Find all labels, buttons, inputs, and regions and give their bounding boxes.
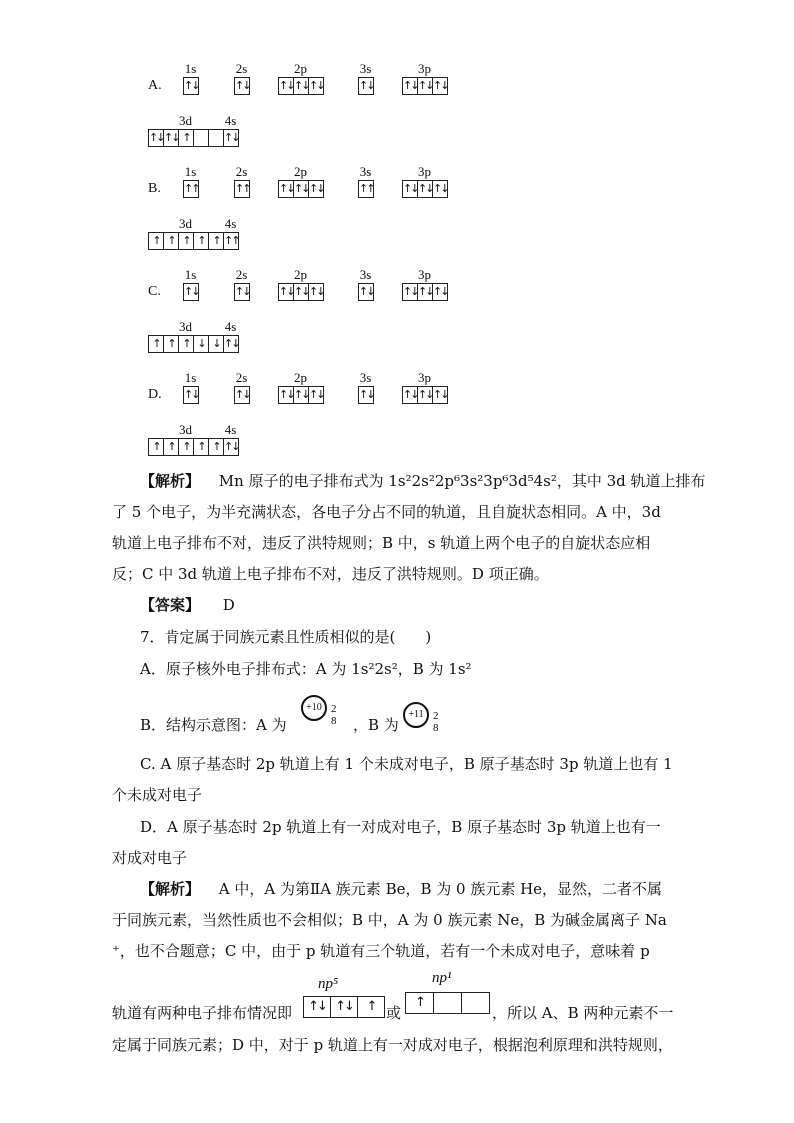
- orbital-box: ↑: [179, 233, 194, 249]
- orbital-boxes: [223, 438, 239, 456]
- orbital-boxes: [358, 283, 374, 301]
- np-orbital-cell: [462, 993, 489, 1013]
- orbital-box: ↓: [212, 337, 220, 350]
- option-letter: C.: [148, 284, 161, 299]
- or-text: 或: [386, 1004, 402, 1022]
- orbital-box: ↑↓: [403, 79, 418, 92]
- np-orbital-cell: [434, 993, 462, 1013]
- option-row-valence-1: [0, 217, 794, 263]
- orbital-label: 4s: [224, 319, 237, 334]
- orbital-boxes: [148, 232, 224, 250]
- orbital-box: ↑↓: [418, 79, 433, 92]
- orbital-boxes: [148, 335, 224, 353]
- orbital-box: ↑↓: [224, 337, 239, 350]
- orbital-label: 1s: [184, 61, 197, 76]
- orbital-box: ↑↓: [309, 182, 324, 195]
- orbital-2p: [278, 371, 323, 405]
- orbital-label: 3p: [418, 164, 431, 179]
- orbital-box: ↑↓: [418, 388, 433, 401]
- orbital-3p: [402, 268, 447, 302]
- np-orbital-cell: ↑: [406, 993, 434, 1013]
- q7-analysis-line-4-suffix: ，所以 A、B 两种元素不一: [492, 1004, 674, 1022]
- orbital-box: ↑↓: [294, 182, 309, 195]
- orbital-box: ↑↓: [294, 79, 309, 92]
- orbital-box: ↑: [179, 130, 194, 146]
- orbital-3d: [148, 114, 223, 148]
- option-row-valence-0: [0, 114, 794, 160]
- orbital-box: ↑: [212, 234, 220, 247]
- q7-option-d-line-2: 对成对电子: [112, 849, 188, 867]
- q6-analysis-line-1: [140, 470, 706, 491]
- orbital-3p: [402, 165, 447, 199]
- orbital-box: ↑: [164, 233, 179, 249]
- orbital-box: ↑↓: [149, 131, 164, 144]
- orbital-boxes: [183, 77, 199, 95]
- orbital-box: ↑↓: [164, 131, 179, 144]
- option-row-valence-3: [0, 423, 794, 469]
- orbital-label: 4s: [224, 422, 237, 437]
- orbital-box: ↑↓: [184, 285, 199, 298]
- q7-stem: 7．肯定属于同族元素且性质相似的是( ): [140, 628, 432, 646]
- orbital-1s: [183, 62, 198, 96]
- orbital-boxes: [183, 283, 199, 301]
- orbital-box: ↑: [164, 439, 179, 455]
- orbital-box: ↑: [194, 439, 209, 455]
- orbital-boxes: [234, 283, 250, 301]
- orbital-3s: [358, 268, 373, 302]
- orbital-2s: [234, 371, 249, 405]
- orbital-box: [209, 130, 223, 146]
- orbital-box: ↑↓: [359, 285, 374, 298]
- orbital-box: ↑↓: [433, 182, 448, 195]
- orbital-box: ↓: [194, 336, 209, 352]
- q7-option-b-mid: ，B 为: [353, 716, 399, 734]
- orbital-boxes: [278, 180, 324, 198]
- q6-answer-line: [140, 594, 235, 615]
- orbital-box: ↑↓: [403, 388, 418, 401]
- orbital-label: 4s: [224, 216, 237, 231]
- orbital-boxes: [183, 180, 199, 198]
- orbital-label: 2p: [294, 370, 307, 385]
- orbital-label: 3s: [359, 267, 372, 282]
- orbital-box: ↑↓: [184, 388, 199, 401]
- orbital-4s: [223, 114, 238, 148]
- orbital-boxes: [223, 129, 239, 147]
- orbital-box: ↑↓: [279, 79, 294, 92]
- orbital-3p: [402, 371, 447, 405]
- shells-b: 2 8: [433, 710, 439, 734]
- q7-option-c-line-1: C. A 原子基态时 2p 轨道上有 1 个未成对电子，B 原子基态时 3p 轨道上也有 1: [140, 755, 673, 773]
- orbital-box: ↑↑: [184, 182, 199, 195]
- orbital-4s: [223, 320, 238, 354]
- np-orbital-cell: ↑↓: [304, 997, 331, 1017]
- analysis-tag: 【解析】: [140, 472, 201, 490]
- orbital-box: ↑: [149, 336, 164, 352]
- orbital-label: 3d: [179, 422, 192, 437]
- orbital-label: 3p: [418, 370, 431, 385]
- orbital-boxes: [234, 77, 250, 95]
- orbital-boxes: [234, 386, 250, 404]
- orbital-box: ↑↓: [279, 182, 294, 195]
- option-row-config-1: [0, 165, 794, 211]
- orbital-3d: [148, 320, 223, 354]
- orbital-boxes: [402, 77, 448, 95]
- orbital-2p: [278, 268, 323, 302]
- q7-analysis-line-4-prefix: 轨道有两种电子排布情况即: [112, 1004, 293, 1022]
- q7-option-c-line-2: 个未成对电子: [112, 786, 203, 804]
- orbital-label: 2p: [294, 61, 307, 76]
- orbital-label: 1s: [184, 164, 197, 179]
- orbital-label: 2s: [235, 61, 248, 76]
- q6-analysis-line-4: 反；C 中 3d 轨道上电子排布不对，违反了洪特规则。D 项正确。: [112, 565, 549, 583]
- option-letter: B.: [148, 181, 161, 196]
- q7-analysis-line-5: 定属于同族元素；D 中，对于 p 轨道上有一对成对电子，根据泡利原理和洪特规则，: [112, 1036, 673, 1054]
- orbital-label: 2s: [235, 370, 248, 385]
- q7-option-b-prefix: B．结构示意图：A 为: [140, 716, 287, 734]
- option-letter: D.: [148, 387, 162, 402]
- orbital-box: ↑↓: [279, 388, 294, 401]
- orbital-box: ↑: [194, 233, 209, 249]
- orbital-2s: [234, 268, 249, 302]
- q6-analysis-line-2: 了 5 个电子，为半充满状态，各电子分占不同的轨道，且自旋状态相同。A 中，3d: [112, 503, 661, 521]
- orbital-label: 1s: [184, 267, 197, 282]
- orbital-boxes: [278, 386, 324, 404]
- orbital-2p: [278, 165, 323, 199]
- orbital-box: ↑↓: [224, 440, 239, 453]
- orbital-2p: [278, 62, 323, 96]
- orbital-box: ↑: [179, 336, 194, 352]
- orbital-3s: [358, 165, 373, 199]
- orbital-label: 3d: [179, 113, 192, 128]
- orbital-box: ↑↓: [418, 182, 433, 195]
- orbital-2s: [234, 165, 249, 199]
- orbital-boxes: [402, 386, 448, 404]
- answer-tag: 【答案】: [140, 596, 201, 614]
- orbital-3s: [358, 62, 373, 96]
- q6-analysis-line-3: 轨道上电子排布不对，违反了洪特规则；B 中，s 轨道上两个电子的自旋状态应相: [112, 534, 651, 552]
- orbital-box: ↑↓: [433, 388, 448, 401]
- orbital-box: ↑↓: [294, 388, 309, 401]
- orbital-boxes: [223, 232, 239, 250]
- answer-value: D: [222, 596, 235, 614]
- orbital-box: ↑↓: [359, 79, 374, 92]
- orbital-label: 2p: [294, 164, 307, 179]
- orbital-boxes: [148, 129, 224, 147]
- orbital-box: ↑↑: [235, 182, 250, 195]
- option-row-config-2: [0, 268, 794, 314]
- orbital-box: ↑↓: [403, 285, 418, 298]
- orbital-3d: [148, 217, 223, 251]
- orbital-boxes: [148, 438, 224, 456]
- orbital-box: ↑↓: [433, 285, 448, 298]
- orbital-label: 2p: [294, 267, 307, 282]
- np5-label: np⁵: [318, 976, 339, 992]
- np-orbital-cell: ↑↓: [331, 997, 358, 1017]
- orbital-label: 3d: [179, 319, 192, 334]
- orbital-4s: [223, 423, 238, 457]
- orbital-box: ↑↓: [309, 388, 324, 401]
- orbital-label: 3p: [418, 61, 431, 76]
- np5-orbital-boxes: [303, 996, 385, 1018]
- orbital-box: ↑↓: [359, 388, 374, 401]
- option-letter: A.: [148, 78, 162, 93]
- orbital-box: ↑↓: [309, 285, 324, 298]
- orbital-label: 3d: [179, 216, 192, 231]
- np-orbital-cell: ↑: [366, 999, 376, 1014]
- orbital-boxes: [402, 283, 448, 301]
- orbital-2s: [234, 62, 249, 96]
- q7-analysis-line-2: 于同族元素，当然性质也不会相似；B 中，A 为 0 族元素 Ne，B 为碱金属离子 Na: [112, 911, 667, 929]
- orbital-box: ↑↓: [235, 79, 250, 92]
- option-row-config-3: [0, 371, 794, 417]
- orbital-box: ↑↓: [235, 388, 250, 401]
- orbital-label: 3s: [359, 370, 372, 385]
- option-row-config-0: [0, 62, 794, 108]
- q7-analysis-line-3: ⁺，也不合题意；C 中，由于 p 轨道有三个轨道，若有一个未成对电子，意味着 p: [112, 942, 650, 960]
- orbital-box: ↑: [164, 336, 179, 352]
- orbital-box: ↑↓: [309, 79, 324, 92]
- orbital-boxes: [358, 77, 374, 95]
- option-row-valence-2: [0, 320, 794, 366]
- orbital-boxes: [223, 335, 239, 353]
- orbital-label: 2s: [235, 267, 248, 282]
- orbital-4s: [223, 217, 238, 251]
- orbital-label: 1s: [184, 370, 197, 385]
- orbital-box: [194, 130, 209, 146]
- orbital-box: ↑↑: [359, 182, 374, 195]
- q7-option-d-line-1: D．A 原子基态时 2p 轨道上有一对成对电子，B 原子基态时 3p 轨道上也有一: [140, 818, 661, 836]
- orbital-boxes: [234, 180, 250, 198]
- orbital-label: 3s: [359, 164, 372, 179]
- orbital-box: ↑: [212, 440, 220, 453]
- orbital-3s: [358, 371, 373, 405]
- orbital-label: 4s: [224, 113, 237, 128]
- orbital-box: ↑: [179, 439, 194, 455]
- orbital-box: ↑↓: [235, 285, 250, 298]
- orbital-box: ↑: [149, 233, 164, 249]
- orbital-3d: [148, 423, 223, 457]
- nucleus-b: +11: [403, 702, 429, 728]
- orbital-box: ↑↓: [418, 285, 433, 298]
- np1-orbital-boxes: [405, 992, 490, 1014]
- orbital-box: ↑↑: [224, 234, 239, 247]
- orbital-1s: [183, 165, 198, 199]
- orbital-label: 3s: [359, 61, 372, 76]
- orbital-box: ↑↓: [294, 285, 309, 298]
- orbital-box: ↑↓: [184, 79, 199, 92]
- orbital-1s: [183, 268, 198, 302]
- analysis-tag: 【解析】: [140, 880, 201, 898]
- orbital-box: ↑↓: [279, 285, 294, 298]
- np1-label: np¹: [432, 970, 452, 986]
- orbital-label: 2s: [235, 164, 248, 179]
- q7-analysis-line-1: [140, 878, 662, 899]
- orbital-box: ↑↓: [403, 182, 418, 195]
- analysis-text: Mn 原子的电子排布式为 1s²2s²2p⁶3s²3p⁶3d⁵4s²，其中 3d 轨道上排布: [218, 472, 706, 490]
- nucleus-a: +10: [301, 695, 327, 721]
- orbital-boxes: [402, 180, 448, 198]
- orbital-boxes: [278, 77, 324, 95]
- orbital-3p: [402, 62, 447, 96]
- orbital-box: ↑↓: [433, 79, 448, 92]
- orbital-boxes: [183, 386, 199, 404]
- orbital-boxes: [358, 386, 374, 404]
- orbital-label: 3p: [418, 267, 431, 282]
- shells-a: 2 8: [331, 703, 337, 727]
- orbital-1s: [183, 371, 198, 405]
- orbital-box: ↑↓: [224, 131, 239, 144]
- orbital-boxes: [358, 180, 374, 198]
- q7-option-a: A．原子核外电子排布式：A 为 1s²2s²，B 为 1s²: [140, 660, 472, 678]
- orbital-boxes: [278, 283, 324, 301]
- analysis-text: A 中，A 为第ⅡA 族元素 Be，B 为 0 族元素 He，显然，二者不属: [218, 880, 663, 898]
- orbital-box: ↑: [149, 439, 164, 455]
